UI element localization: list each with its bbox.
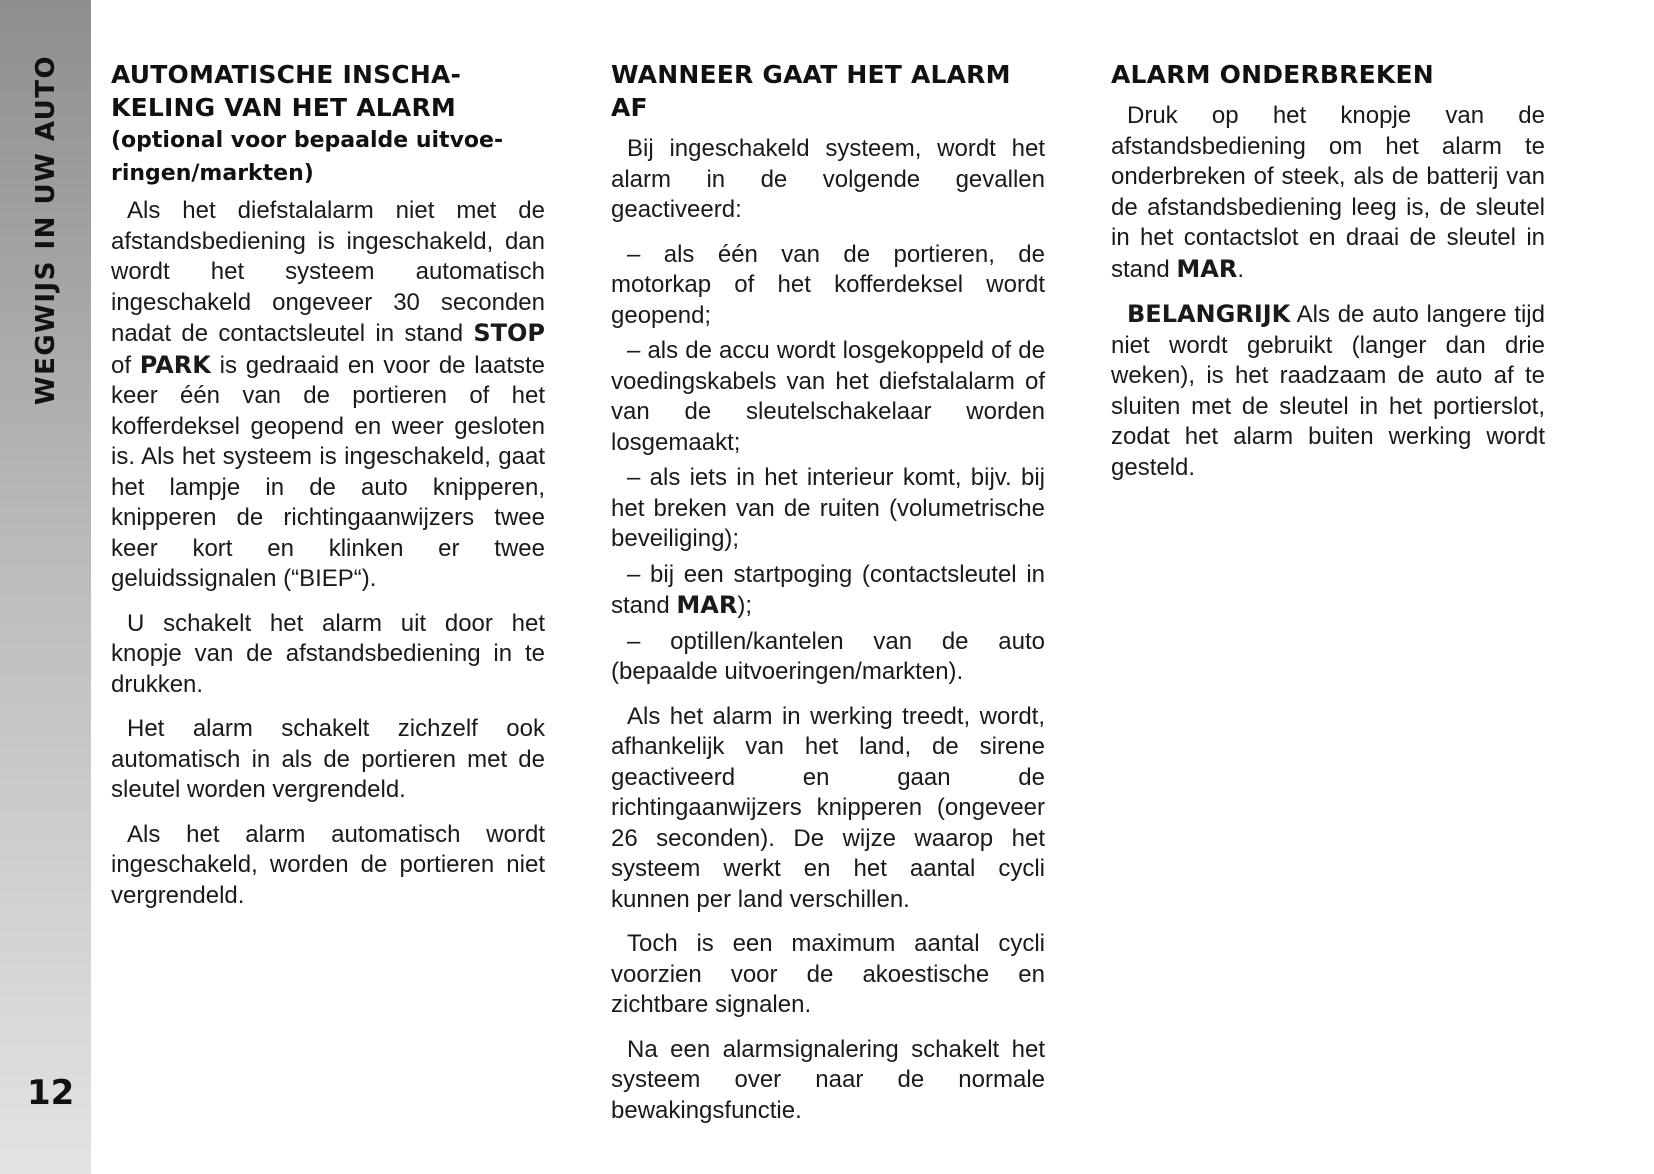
section-side-strip bbox=[0, 0, 91, 1174]
paragraph-switch-off: U schakelt het alarm uit door het knopje van de afstandsbediening in te drukken. bbox=[111, 609, 545, 698]
heading-line-1: AUTOMATISCHE INSCHA- bbox=[111, 60, 462, 89]
list-item-battery: – als de accu wordt losgekoppeld of de voedingskabels van het diefstalalarm of van de sleutelschakelaar worden losgemaakt; bbox=[611, 337, 1045, 456]
page-number: 12 bbox=[27, 1073, 75, 1113]
paragraph-doors-not-locked: Als het alarm automatisch wordt ingeschakeld, worden de portieren niet vergrendeld. bbox=[111, 820, 545, 909]
list-item-interior: – als iets in het interieur komt, bijv. bij het breken van de ruiten (volumetrische beveiliging); bbox=[611, 464, 1045, 552]
keyword-mar: MAR bbox=[676, 591, 738, 619]
list-item-doors: – als één van de portieren, de motorkap of het kofferdeksel wordt geopend; bbox=[611, 240, 1045, 329]
text-run: is gedraaid en voor de laatste keer één van de portieren of het kofferdeksel geopend en weer gesloten is. Als het systeem is ingeschakeld, gaat het lampje in de auto knipperen, knipperen de richtingaanwijzers twee keer kort en klinken er twee geluidssignalen (“BIEP“). bbox=[111, 351, 545, 592]
paragraph-after-alarm: Na een alarmsignalering schakelt het systeem over naar de normale bewakingsfunctie. bbox=[611, 1035, 1045, 1124]
heading-automatic-activation bbox=[111, 58, 545, 124]
list-item-tilt: – optillen/kantelen van de auto (bepaalde uitvoeringen/markten). bbox=[611, 627, 1045, 685]
text-run: – bij een startpoging (contactsleutel in stand bbox=[611, 560, 1045, 619]
text-run: . bbox=[1237, 255, 1244, 283]
heading-line-2: KELING VAN HET ALARM bbox=[111, 93, 456, 122]
text-run: Als de auto langere tijd niet wordt gebruikt (langer dan drie weken), is het raadzaam de auto af te sluiten met de sleutel in het portierslot, zodat het alarm buiten werking wordt gesteld. bbox=[1111, 301, 1545, 481]
important-label: BELANGRIJK bbox=[1127, 300, 1291, 328]
column-when-alarm-triggers bbox=[611, 58, 1045, 1140]
keyword-park: PARK bbox=[139, 350, 211, 379]
column-interrupt-alarm bbox=[1111, 58, 1545, 497]
paragraph-max-cycles: Toch is een maximum aantal cycli voorzien voor de akoestische en zichtbare signalen. bbox=[611, 930, 1045, 1018]
paragraph-interrupt bbox=[1111, 101, 1545, 285]
list-item-start-attempt bbox=[611, 560, 1045, 622]
text-run: of bbox=[111, 351, 140, 379]
paragraph-intro: Bij ingeschakeld systeem, wordt het alarm in de volgende gevallen geactiveerd: bbox=[611, 135, 1045, 223]
column-automatic-activation bbox=[111, 58, 545, 925]
subheading-line-1: (optional voor bepaalde uitvoe- bbox=[111, 128, 504, 153]
keyword-stop: STOP bbox=[473, 319, 545, 347]
section-title: WEGWIJS IN UW AUTO bbox=[31, 54, 61, 406]
paragraph-lock-with-key: Het alarm schakelt zichzelf ook automatisch in als de portieren met de sleutel worden vergrendeld. bbox=[111, 715, 545, 803]
paragraph-siren: Als het alarm in werking treedt, wordt, afhankelijk van het land, de sirene geactiveerd en gaan de richtingaanwijzers knipperen (ongeveer 26 seconden). De wijze waarop het systeem werkt en het aantal cycli kunnen per land verschillen. bbox=[611, 702, 1045, 913]
text-run: Druk op het knopje van de afstandsbediening om het alarm te onderbreken of steek, als de batterij van de afstandsbediening leeg is, de sleutel in het contactslot en draai de sleutel in stand bbox=[1111, 102, 1545, 283]
subheading-line-2: ringen/markten) bbox=[111, 161, 314, 186]
text-run: Als het diefstalalarm niet met de afstandsbediening is ingeschakeld, dan wordt het systeem automatisch ingeschakeld ongeveer 30 seconden nadat de contactsleutel in stand bbox=[111, 197, 545, 347]
subheading-optional bbox=[111, 124, 545, 190]
paragraph-automatic-activation bbox=[111, 196, 545, 595]
heading-when-alarm-triggers: WANNEER GAAT HET ALARM AF bbox=[611, 60, 1011, 122]
paragraph-important bbox=[1111, 299, 1545, 483]
text-run: ); bbox=[737, 592, 752, 619]
heading-interrupt-alarm: ALARM ONDERBREKEN bbox=[1111, 60, 1434, 89]
keyword-mar: MAR bbox=[1176, 254, 1238, 283]
